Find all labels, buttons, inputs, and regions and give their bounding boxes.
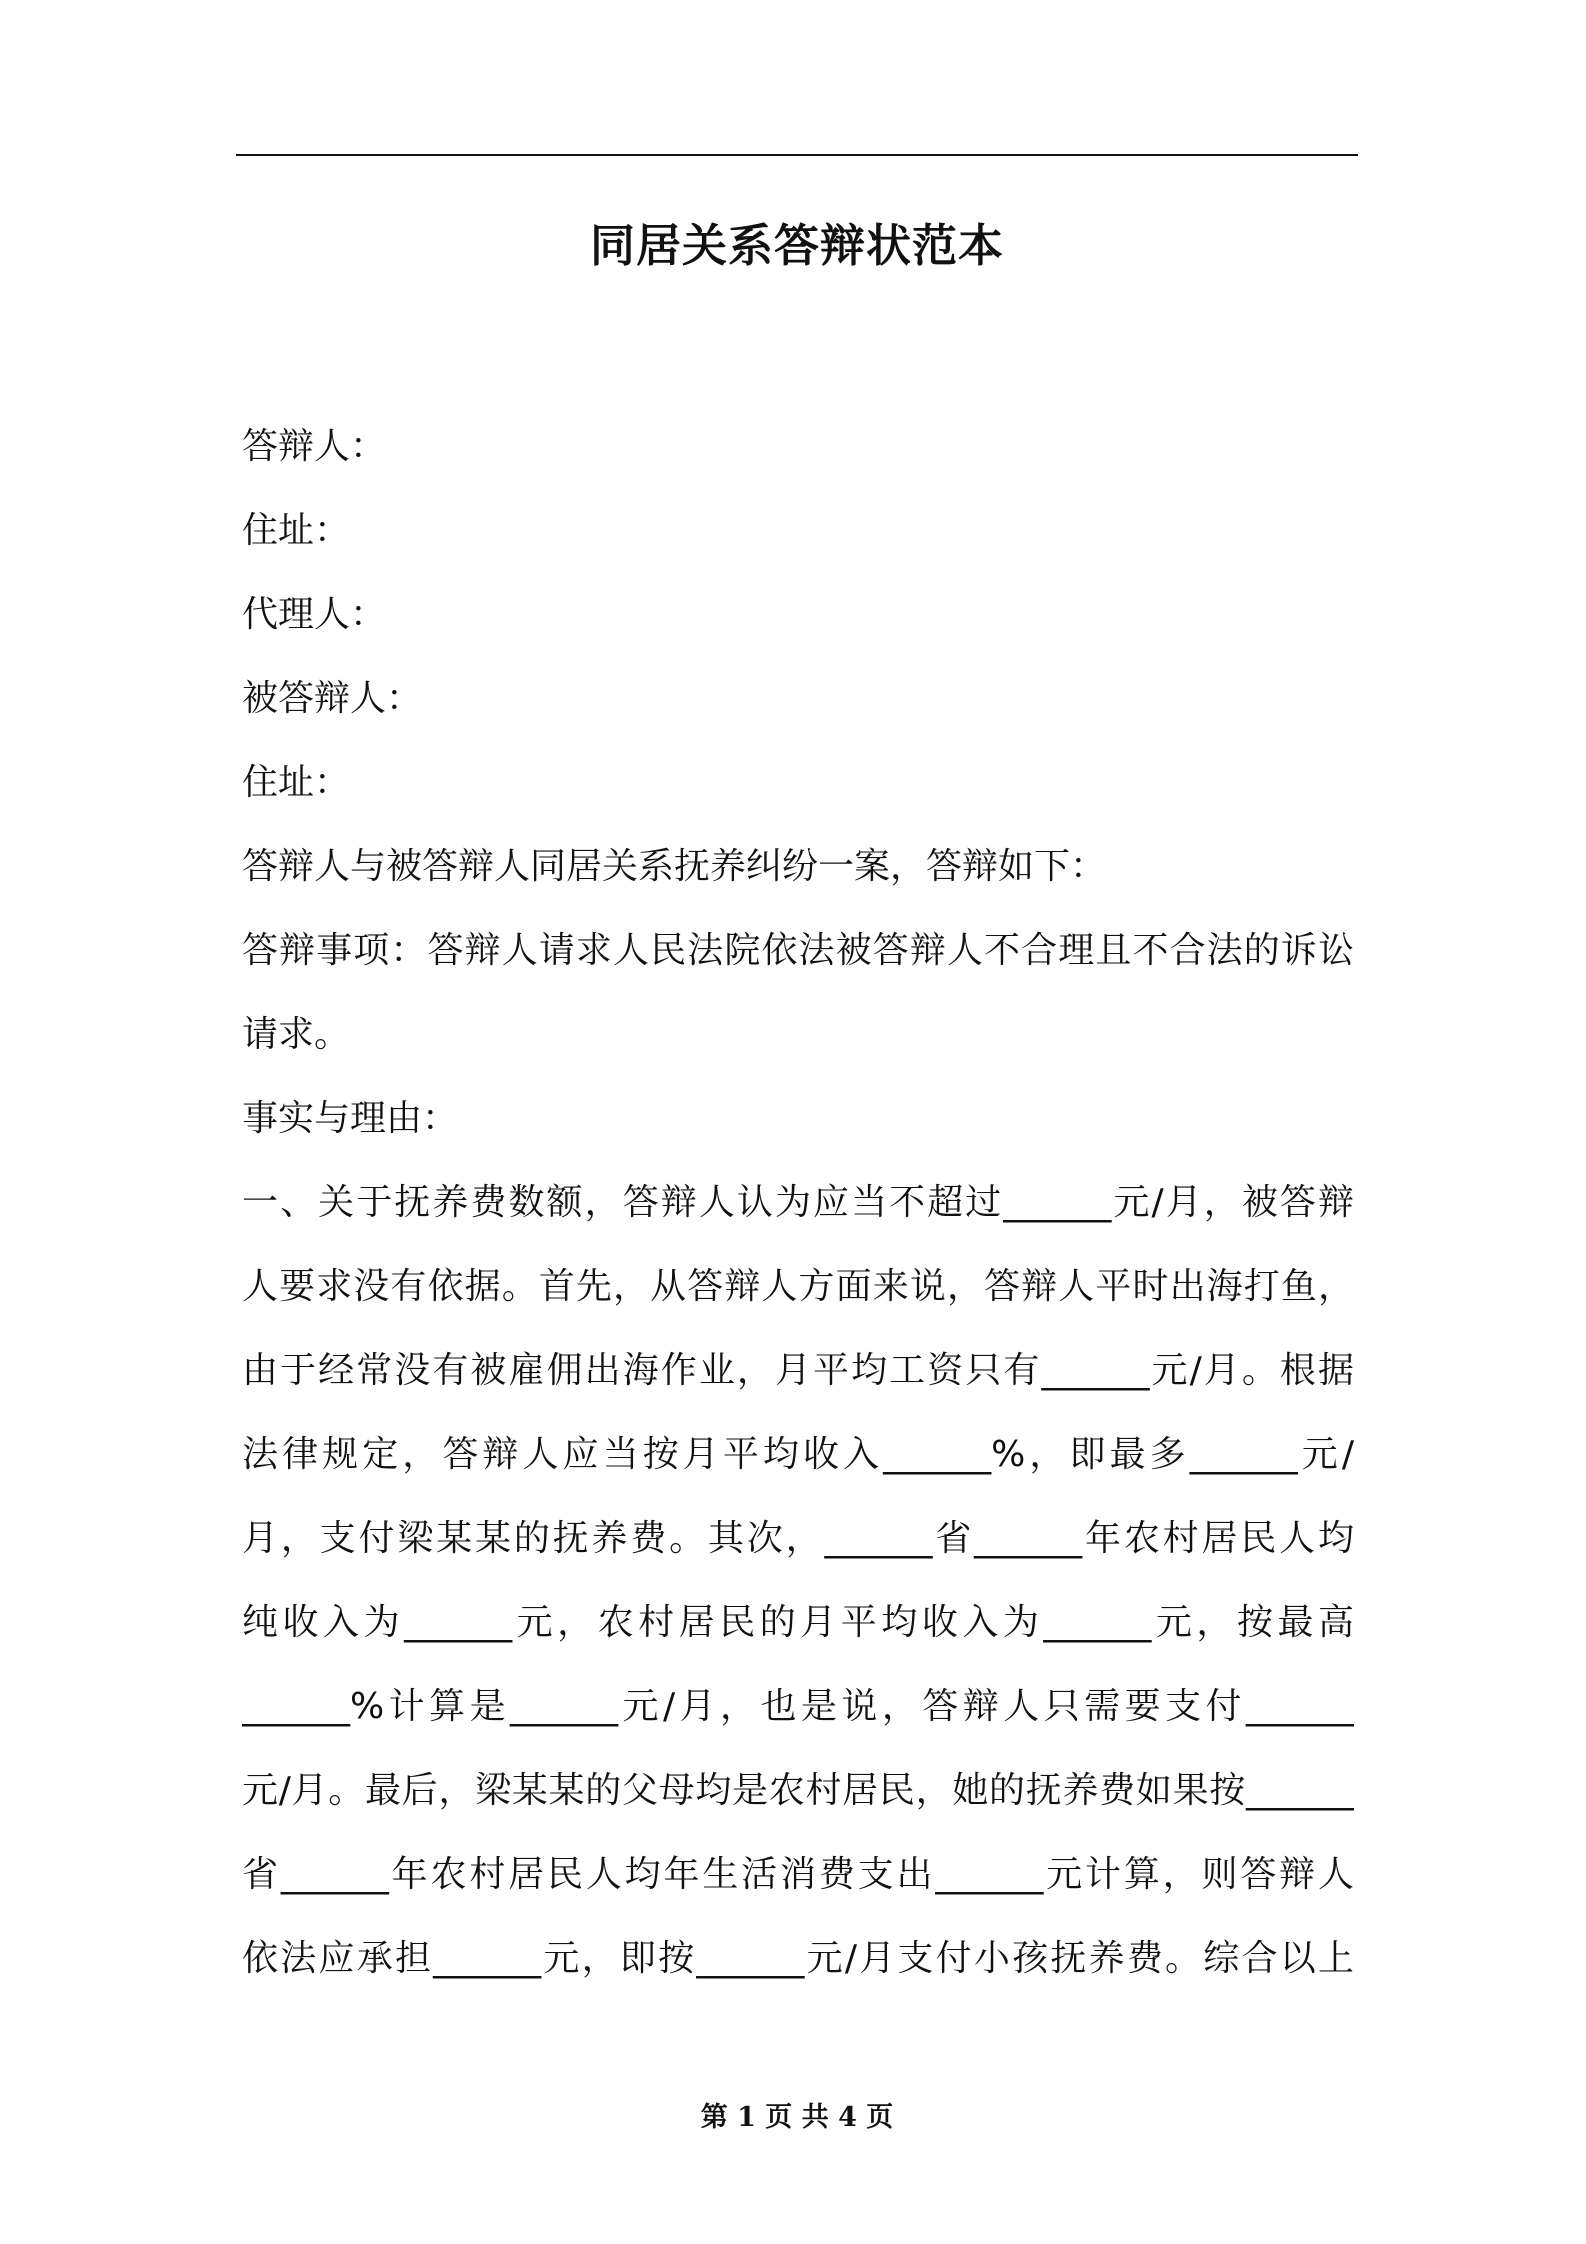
defense-items-line: 答辩事项：答辩人请求人民法院依法被答辩人不合理且不合法的诉讼 [242, 930, 1354, 971]
page-number: 第 1 页 共 4 页 [700, 2102, 894, 2133]
body-text-line: 纯收入为______元，农村居民的月平均收入为______元，按最高 [242, 1602, 1354, 1643]
body-text-line: 省______年农村居民人均年生活消费支出______元计算，则答辩人 [242, 1854, 1354, 1895]
body-text-line: 月，支付梁某某的抚养费。其次，______省______年农村居民人均 [242, 1518, 1354, 1559]
body-text-line: 人要求没有依据。首先，从答辩人方面来说，答辩人平时出海打鱼， [242, 1266, 1354, 1307]
case-intro-line: 答辩人与被答辩人同居关系抚养纠纷一案，答辩如下： [242, 846, 1107, 887]
plaintiff-line: 被答辩人： [242, 678, 423, 719]
body-text-line: 依法应承担______元，即按______元/月支付小孩抚养费。综合以上 [242, 1938, 1354, 1979]
document-body [242, 405, 1354, 2001]
plaintiff-address-line: 住址： [242, 762, 351, 803]
respondent-line: 答辩人： [242, 426, 387, 467]
facts-heading: 事实与理由： [242, 1098, 459, 1139]
body-text-line: 由于经常没有被雇佣出海作业，月平均工资只有______元/月。根据 [242, 1350, 1354, 1391]
body-text-line: 法律规定，答辩人应当按月平均收入______%，即最多______元/ [242, 1434, 1354, 1475]
body-text-line: 元/月。最后，梁某某的父母均是农村居民，她的抚养费如果按______ [242, 1770, 1354, 1811]
header-rule [236, 154, 1358, 156]
respondent-address-line: 住址： [242, 510, 351, 551]
agent-line: 代理人： [242, 594, 387, 635]
document-title: 同居关系答辩状范本 [589, 219, 1004, 272]
defense-items-line: 请求。 [242, 1014, 351, 1055]
body-text-line: ______%计算是______元/月，也是说，答辩人只需要支付______ [242, 1686, 1354, 1727]
body-text-line: 一、关于抚养费数额，答辩人认为应当不超过______元/月，被答辩 [242, 1182, 1354, 1223]
